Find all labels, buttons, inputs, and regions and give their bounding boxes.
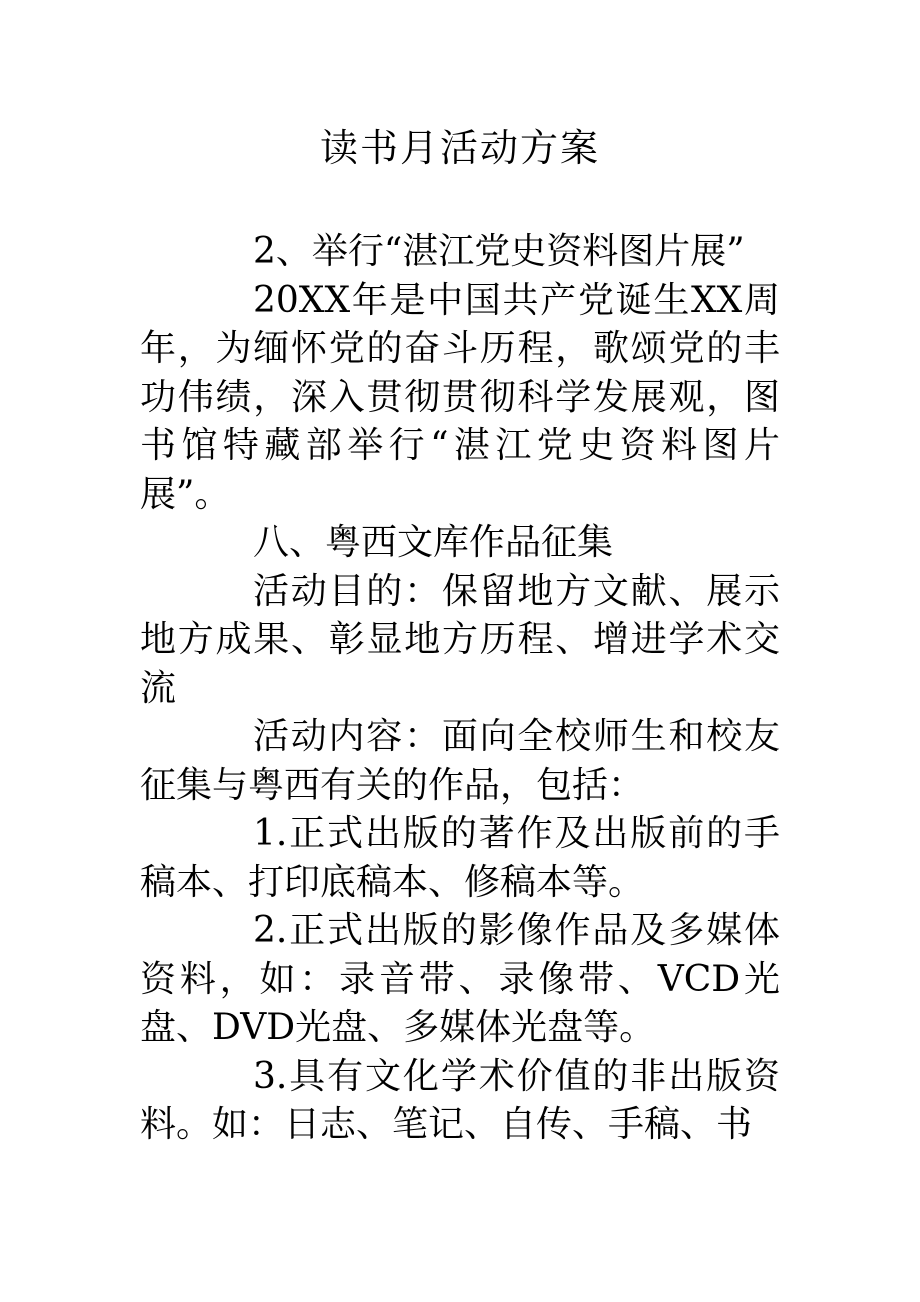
paragraph-section-eight-heading: 八、粤西文库作品征集 (253, 522, 614, 563)
paragraph-item-3: 3.具有文化学术价值的非出版资料。如：日志、笔记、自传、手稿、书 (140, 1055, 780, 1145)
document-body (140, 228, 780, 1150)
paragraph-exhibition-description: 20XX年是中国共产党诞生XX周年，为缅怀党的奋斗历程，歌颂党的丰功伟绩，深入贯彻贯彻科学发展观，图书馆特藏部举行“湛江党史资料图片展”。 (140, 279, 780, 515)
paragraph-exhibition-heading: 2、举行“湛江党史资料图片展” (253, 231, 745, 272)
paragraph-activity-content: 活动内容：面向全校师生和校友征集与粤西有关的作品，包括： (140, 716, 780, 806)
paragraph-activity-purpose: 活动目的：保留地方文献、展示地方成果、彰显地方历程、增进学术交流 (140, 570, 780, 709)
paragraph-item-2: 2.正式出版的影像作品及多媒体资料，如：录音带、录像带、VCD光盘、DVD光盘、多媒体光盘等。 (140, 910, 780, 1048)
paragraph-item-1: 1.正式出版的著作及出版前的手稿本、打印底稿本、修稿本等。 (140, 813, 780, 903)
document-title: 读书月活动方案 (319, 126, 600, 170)
